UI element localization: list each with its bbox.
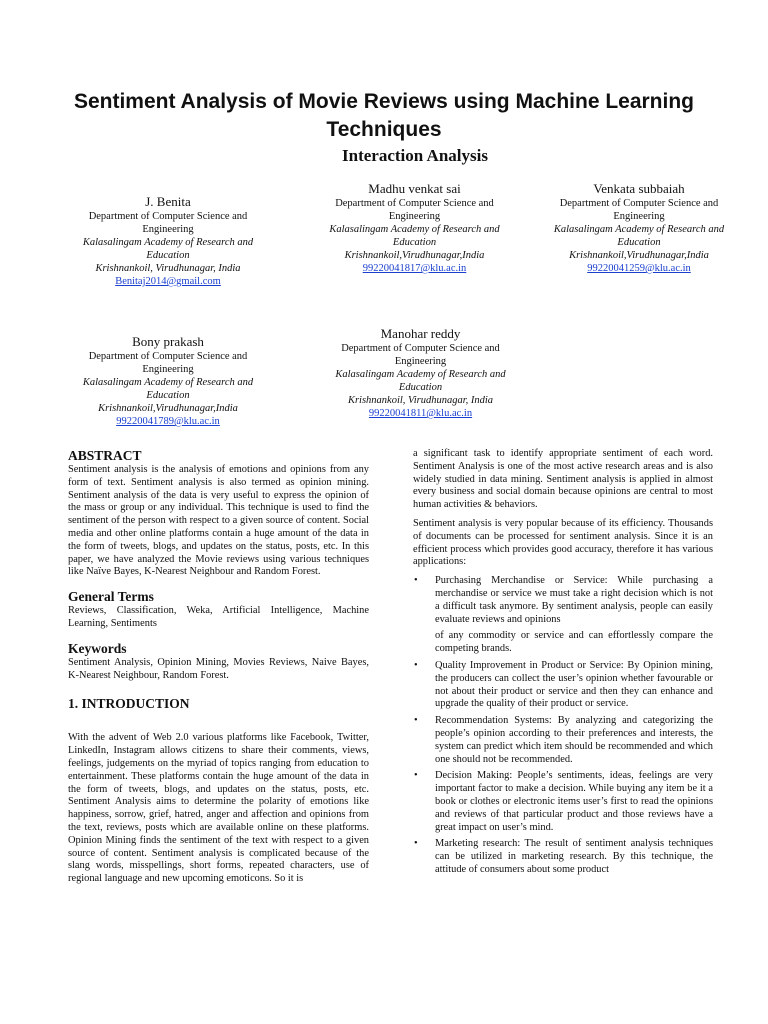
applications-list bbox=[413, 660, 713, 877]
author-name: Bony prakash bbox=[132, 334, 204, 349]
introduction-text: With the advent of Web 2.0 various platforms like Facebook, Twitter, LinkedIn, Instagram allows citizens to share their comments, views, feelings, judgements on the myriad of topics ranging from education to entertainment. These platforms contain the huge amount of the data in the form of tweets, blogs, and updates on the status, posts, etc. Sentiment Analysis aims to determine the polarity of emotions like happiness, sorrow, grief, hatred, anger and affection and opinions from the text, reviews, posts which are available online on these platforms. Opinion Mining finds the sentiment of the text with respect to a given source of content. Sentiment analysis is complicated because of the slang words, misspellings, short forms, repeated characters, use of regional language and new upcoming emoticons. So it is bbox=[68, 732, 369, 885]
author-location: Krishnankoil,Virudhunagar,India bbox=[344, 250, 485, 261]
list-item bbox=[413, 575, 713, 626]
list-item-text: Decision Making: People’s sentiments, ideas, feelings are very important factor to make a decision. While buying any item be it a book or clothes or electronic items user’s first to read the opinions and reviews of that particular product and those reviews have a great impact on user’s mind. bbox=[435, 770, 713, 833]
author-institution: Kalasalingam Academy of Research and Education bbox=[553, 224, 725, 248]
list-item-continuation: of any commodity or service and can effortlessly compare the competing brands. bbox=[435, 630, 713, 655]
author-block bbox=[312, 180, 517, 275]
author-name: Venkata subbaiah bbox=[593, 181, 685, 196]
author-name: J. Benita bbox=[145, 194, 191, 209]
abstract-text: Sentiment analysis is the analysis of emotions and opinions from any form of text. Sentiment analysis is also termed as opinion mining. Sentiment analysis of the data is very useful to express the opinion of the mass or group or any individual. This technique is used to find the sentiment of the person with respect to a given source of content. Social media and other online platforms contain a huge amount of the data in the form of tweets, blogs, and updates on the status, posts, etc. In this paper, we have analyzed the Movie reviews using various techniques like Naïve Bayes, K-Nearest Neighbour and Random Forest. bbox=[68, 464, 369, 578]
paper-subtitle: Interaction Analysis bbox=[342, 146, 488, 165]
author-institution: Kalasalingam Academy of Research and Education bbox=[329, 224, 500, 248]
bullet-icon: • bbox=[414, 575, 418, 587]
author-dept: Department of Computer Science and Engineering bbox=[341, 343, 500, 367]
author-block bbox=[66, 333, 270, 428]
paper-title: Sentiment Analysis of Movie Reviews using Machine Learning Techniques bbox=[73, 90, 695, 141]
applications-list bbox=[413, 575, 713, 626]
author-institution: Kalasalingam Academy of Research and Education bbox=[82, 237, 254, 261]
right-column bbox=[413, 448, 713, 881]
author-name: Manohar reddy bbox=[380, 326, 461, 341]
list-item bbox=[413, 770, 713, 834]
author-email-link[interactable]: 99220041259@klu.ac.in bbox=[587, 263, 691, 274]
right-paragraph: Sentiment analysis is very popular because of its efficiency. Thousands of documents can be processed for sentiment analysis. Since it is an efficient process which provides good accuracy, therefore it has various applications: bbox=[413, 517, 713, 568]
author-dept: Department of Computer Science and Engineering bbox=[335, 198, 494, 222]
author-location: Krishnankoil,Virudhunagar,India bbox=[98, 403, 238, 414]
author-name: Madhu venkat sai bbox=[368, 181, 461, 196]
author-email-link[interactable]: 99220041811@klu.ac.in bbox=[368, 408, 473, 419]
general-terms-text: Reviews, Classification, Weka, Artificial Intelligence, Machine Learning, Sentiments bbox=[68, 605, 369, 629]
author-dept: Department of Computer Science and Engineering bbox=[88, 211, 248, 235]
author-block bbox=[318, 325, 523, 420]
general-terms-heading: General Terms bbox=[68, 589, 154, 605]
author-dept: Department of Computer Science and Engineering bbox=[88, 351, 248, 375]
left-column bbox=[68, 448, 369, 886]
author-institution: Kalasalingam Academy of Research and Education bbox=[82, 377, 254, 401]
author-dept: Department of Computer Science and Engineering bbox=[559, 198, 719, 222]
keywords-heading: Keywords bbox=[68, 640, 127, 656]
author-location: Krishnankoil, Virudhunagar, India bbox=[347, 395, 494, 406]
keywords-text: Sentiment Analysis, Opinion Mining, Movies Reviews, Naive Bayes, K-Nearest Neighbour, Random Forest. bbox=[68, 656, 369, 681]
list-item-text: Purchasing Merchandise or Service: While purchasing a merchandise or service we must take a right decision which is not a difficult task anymore. By sentiment analysis, people can easily evaluate reviews and opinions bbox=[435, 575, 713, 625]
author-location: Krishnankoil, Virudhunagar, India bbox=[95, 263, 241, 274]
bullet-icon: • bbox=[414, 659, 418, 671]
list-item bbox=[413, 838, 713, 876]
author-institution: Kalasalingam Academy of Research and Education bbox=[335, 369, 506, 393]
author-block bbox=[66, 193, 270, 288]
list-item-text: Marketing research: The result of sentiment analysis techniques can be utilized in marketing research. By this technique, the attitude of consumers about some product bbox=[435, 838, 713, 875]
bullet-icon: • bbox=[414, 715, 418, 727]
author-block bbox=[534, 180, 744, 275]
list-item-text: Quality Improvement in Product or Service: By Opinion mining, the producers can collect the user’s opinion whether favourable or not about their product or service and then they can enhance and upgrade the quality of their product or service. bbox=[435, 659, 713, 710]
author-email-link[interactable]: Benitaj2014@gmail.com bbox=[115, 276, 221, 287]
author-location: Krishnankoil,Virudhunagar,India bbox=[569, 250, 709, 261]
list-item bbox=[413, 660, 713, 711]
list-item bbox=[413, 715, 713, 766]
bullet-icon: • bbox=[414, 838, 418, 850]
abstract-heading: ABSTRACT bbox=[68, 448, 142, 463]
bullet-icon: • bbox=[414, 770, 418, 782]
right-paragraph: a significant task to identify appropriate sentiment of each word. Sentiment Analysis is one of the most active research areas and is also widely studied in data mining. Sentiment analysis is applied in almost every business and social domain because opinions are central to most human activities & behaviors. bbox=[413, 448, 713, 511]
list-item-text: Recommendation Systems: By analyzing and categorizing the people’s opinion according to their preferences and interests, the system can predict which item should be recommended and which one should not be recommended. bbox=[435, 715, 713, 765]
author-email-link[interactable]: 99220041789@klu.ac.in bbox=[116, 416, 220, 427]
author-email-link[interactable]: 99220041817@klu.ac.in bbox=[362, 263, 467, 274]
introduction-heading: 1. INTRODUCTION bbox=[68, 696, 190, 712]
